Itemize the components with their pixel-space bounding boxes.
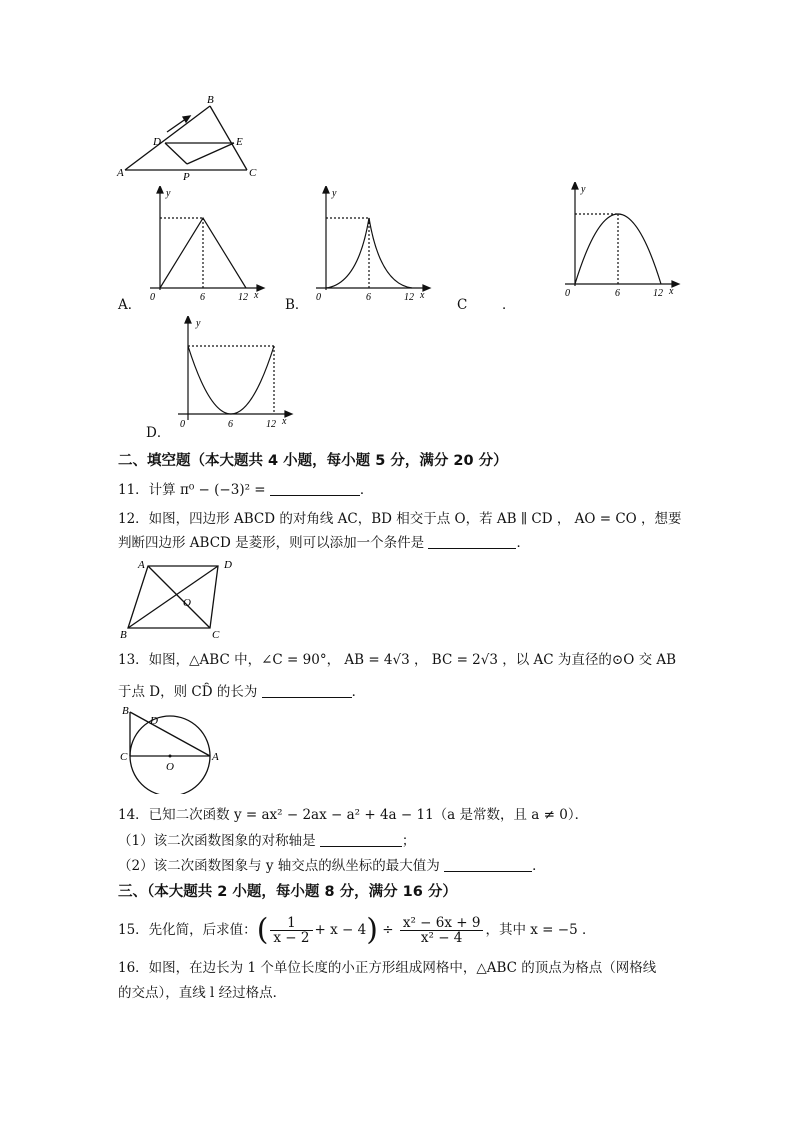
option-b-label: B． [285,297,309,313]
q13-figure [118,704,223,794]
q14-sub1: （1）该二次函数图象的对称轴是 ； [118,833,416,849]
q14-sub2: （2）该二次函数图象与 y 轴交点的纵坐标的最大值为 ． [118,858,546,874]
option-c-label: C [457,297,468,313]
svg-text:12: 12 [404,292,414,303]
svg-text:y: y [332,188,337,199]
graph-option-b [308,186,433,304]
option-d-label: D． [146,425,171,441]
graph-option-d [170,316,295,434]
svg-text:D: D [150,715,158,727]
graph-option-a [142,186,267,304]
svg-text:y: y [166,188,171,199]
option-a-label: A． [118,297,142,313]
q15: 15．先化简，后求值：( $\frac{1}{x - 2}$ + x − 4) ÷ $\frac{\text{x² − 6x + 9}}{\text{x² − 4}}$ ，其中 x = −5 ． [118,912,596,948]
svg-text:12: 12 [653,288,663,299]
svg-text:0: 0 [150,292,155,303]
q14-stem: 14．已知二次函数 y = ax² − 2ax − a² + 4a − 11（a 是常数，且 a ≠ 0）． [118,807,589,823]
triangle-figure [115,92,265,184]
svg-text:0: 0 [180,419,185,430]
svg-text:O: O [166,761,174,773]
svg-text:x: x [282,416,287,427]
label-A: A [117,167,124,179]
option-c-dot: ． [502,297,516,313]
svg-text:y: y [196,318,201,329]
q13-line1: 13．如图，△ABC 中，∠C = 90°， AB = 4√3 ， BC = 2√3 ，以 AC 为直径的⊙O 交 AB [118,652,677,668]
svg-text:6: 6 [366,292,371,303]
q11: 11．计算 π⁰ − (−3)² = ． [118,482,374,498]
section2-heading: 二、填空题（本大题共 4 小题，每小题 5 分，满分 20 分） [118,453,508,469]
svg-text:A: A [138,559,145,571]
svg-text:y: y [581,184,586,195]
q16-line1: 16．如图，在边长为 1 个单位长度的小正方形组成网格中，△ABC 的顶点为格点（网格线 [118,960,657,976]
label-D: D [153,136,161,148]
section3-heading: 三、（本大题共 2 小题，每小题 8 分，满分 16 分） [118,884,457,900]
svg-text:12: 12 [266,419,276,430]
q13-line2: 于点 D，则 CD̑ 的长为 ． [118,684,366,700]
graph-option-c [557,182,682,300]
label-E: E [236,136,243,148]
svg-text:6: 6 [228,419,233,430]
svg-text:12: 12 [238,292,248,303]
svg-text:D: D [224,559,232,571]
svg-text:B: B [120,629,127,641]
svg-text:A: A [212,751,219,763]
q12-figure [118,556,243,642]
svg-text:x: x [669,286,674,297]
svg-text:x: x [420,290,425,301]
label-C: C [249,167,257,179]
q12-line2: 判断四边形 ABCD 是菱形，则可以添加一个条件是 ． [118,535,530,551]
svg-text:C: C [120,751,128,763]
label-P: P [183,171,190,183]
svg-text:6: 6 [615,288,620,299]
svg-text:x: x [254,290,259,301]
svg-text:C: C [212,629,220,641]
svg-text:O: O [183,597,191,609]
svg-text:0: 0 [316,292,321,303]
label-B: B [207,94,214,106]
q12-line1: 12．如图，四边形 ABCD 的对角线 AC，BD 相交于点 O，若 AB ∥ CD ， AO = CO ，想要 [118,511,682,527]
q16-line2: 的交点），直线 l 经过格点． [118,985,287,1001]
svg-text:0: 0 [565,288,570,299]
svg-text:B: B [122,705,129,717]
svg-text:6: 6 [200,292,205,303]
